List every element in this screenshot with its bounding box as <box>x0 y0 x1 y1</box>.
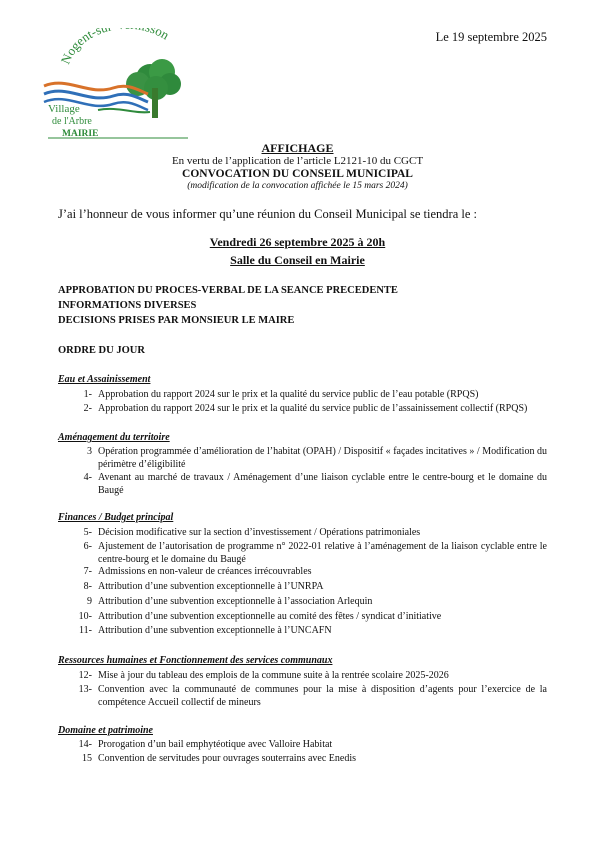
mairie-label: MAIRIE <box>62 129 99 139</box>
agenda-item <box>70 403 547 416</box>
item-text: Admissions en non-valeur de créances irrécouvrables <box>98 566 312 577</box>
preliminary-item: INFORMATIONS DIVERSES <box>58 300 197 311</box>
item-text: Prorogation d’un bail emphytéotique avec Valloire Habitat <box>98 739 333 750</box>
svg-text:Village: Village <box>48 103 80 115</box>
svg-text:Nogent-sur-Vernisson: Nogent-s son <box>57 28 172 67</box>
agenda-item <box>70 611 547 624</box>
item-number: 8- <box>83 581 92 592</box>
item-number: 3 <box>87 446 92 457</box>
item-number: 1- <box>83 389 92 400</box>
agenda-item <box>70 625 547 638</box>
meeting-date: Vendredi 26 septembre 2025 à 20h <box>209 235 386 249</box>
item-number: 6- <box>83 541 92 552</box>
legal-reference: En vertu de l’application de l’article L2121-10 du CGCT <box>171 155 424 167</box>
agenda-item <box>70 446 547 471</box>
item-number: 7- <box>83 566 92 577</box>
tree-logo-icon <box>38 28 190 140</box>
item-text: Opération programmée d’amélioration de l’habitat (OPAH) / Dispositif « façades incitatives » / Modification du périmètre d’éligibilité <box>98 446 547 470</box>
agenda-item <box>70 472 547 497</box>
document-date: Le 19 septembre 2025 <box>435 30 547 44</box>
item-text: Approbation du rapport 2024 sur le prix et la qualité du service public de l’eau potable (RPQS) <box>98 389 479 400</box>
section-title: Domaine et patrimoine <box>58 725 153 736</box>
item-text: Attribution d’une subvention exceptionnelle à l’association Arlequin <box>98 596 373 607</box>
agenda-item <box>70 670 547 683</box>
meeting-location: Salle du Conseil en Mairie <box>230 253 365 267</box>
item-text: Mise à jour du tableau des emplois de la commune suite à la rentrée scolaire 2025-2026 <box>98 670 449 681</box>
section-title: Aménagement du territoire <box>58 432 170 443</box>
agenda-item <box>70 684 547 709</box>
item-number: 12- <box>78 670 92 681</box>
preliminary-item: DECISIONS PRISES PAR MONSIEUR LE MAIRE <box>58 315 295 326</box>
item-text: Approbation du rapport 2024 sur le prix et la qualité du service public de l’assainissement collectif (RPQS) <box>98 403 528 414</box>
svg-text:de l'Arbre: de l'Arbre <box>52 116 92 127</box>
item-number: 2- <box>83 403 92 414</box>
item-number: 5- <box>83 527 92 538</box>
section-title: Eau et Assainissement <box>58 374 151 385</box>
section-title: Finances / Budget principal <box>58 512 174 523</box>
item-text: Convention avec la communauté de communes pour la mise à disposition d’agents pour l’exercice de la compétence Accueil collectif de mineurs <box>98 684 547 708</box>
item-text: Attribution d’une subvention exceptionnelle à l’UNCAFN <box>98 625 332 636</box>
item-number: 14- <box>78 739 92 750</box>
agenda-item <box>70 389 547 402</box>
agenda-item <box>70 596 547 609</box>
item-text: Décision modificative sur la section d’investissement / Opérations patrimoniales <box>98 527 421 538</box>
agenda-item <box>70 566 547 579</box>
item-number: 10- <box>78 611 92 622</box>
item-number: 4- <box>83 472 92 483</box>
item-number: 15 <box>82 753 92 764</box>
agenda-item <box>70 527 547 540</box>
item-text: Attribution d’une subvention exceptionnelle à l’UNRPA <box>98 581 324 592</box>
section-title: Ressources humaines et Fonctionnement des services communaux <box>58 655 333 666</box>
item-number: 13- <box>78 684 92 695</box>
modification-note: (modification de la convocation affichée le 15 mars 2024) <box>187 181 408 191</box>
item-number: 9 <box>87 596 92 607</box>
agenda-item <box>70 753 547 766</box>
agenda-title: ORDRE DU JOUR <box>58 345 145 356</box>
item-number: 11- <box>79 625 92 636</box>
item-text: Convention de servitudes pour ouvrages souterrains avec Enedis <box>98 753 356 764</box>
agenda-item <box>70 581 547 594</box>
intro-text: J’ai l’honneur de vous informer qu’une réunion du Conseil Municipal se tiendra le : <box>58 207 477 221</box>
town-logo <box>38 28 190 140</box>
convocation-heading: CONVOCATION DU CONSEIL MUNICIPAL <box>182 168 413 180</box>
preliminary-item: APPROBATION DU PROCES-VERBAL DE LA SEANCE PRECEDENTE <box>58 285 398 296</box>
page-title: AFFICHAGE <box>261 141 334 155</box>
item-text: Attribution d’une subvention exceptionnelle au comité des fêtes / syndicat d’initiative <box>98 611 442 622</box>
item-text: Avenant au marché de travaux / Aménagement d’une liaison cyclable entre le centre-bourg et le domaine du Baugé <box>98 472 547 496</box>
item-text: Ajustement de l’autorisation de programme n° 2022-01 relative à l’aménagement de la liaison cyclable entre le centre-bourg et le domaine du Baugé <box>98 541 547 565</box>
agenda-item <box>70 739 547 752</box>
agenda-item <box>70 541 547 566</box>
